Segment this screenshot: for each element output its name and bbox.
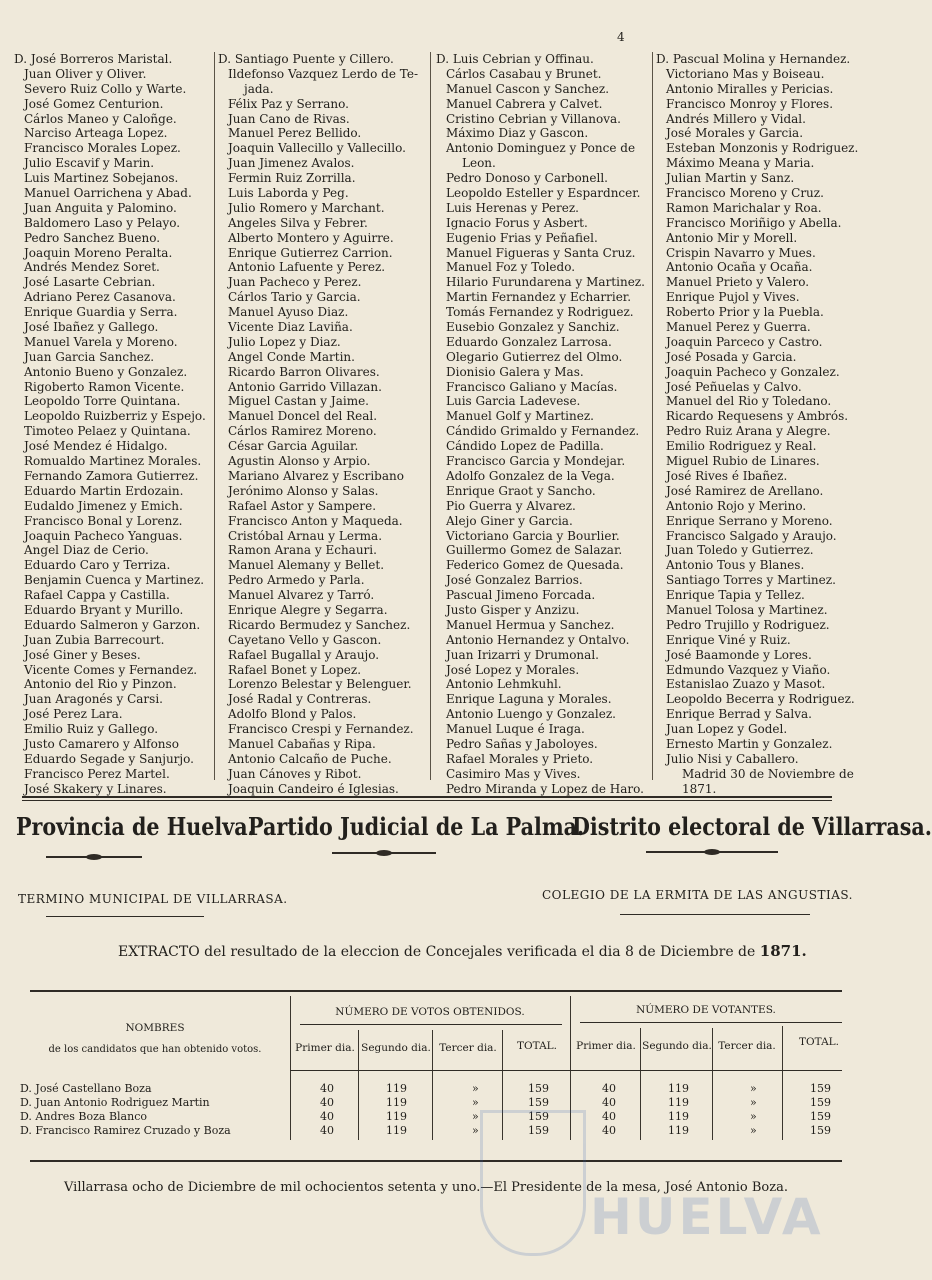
value-cell-v2: 119 [386, 1096, 407, 1109]
candidate-name: Adolfo Gonzalez de la Vega. [446, 468, 615, 483]
candidate-name: Andrés Mendez Soret. [24, 260, 160, 275]
candidate-name: Juan Garcia Sanchez. [24, 349, 155, 364]
candidate-name: Martin Fernandez y Echarrier. [446, 290, 632, 305]
candidate-name: Juan Cano de Rivas. [228, 111, 350, 126]
candidate-name: José Lasarte Cebrian. [24, 275, 156, 290]
candidate-name: Emilio Ruiz y Gallego. [24, 722, 159, 737]
extract-title [118, 942, 807, 960]
candidate-name: Madrid 30 de Noviembre de [682, 766, 854, 781]
candidate-name: Juan Anguita y Palomino. [24, 200, 177, 215]
candidate-name: Juan Pacheco y Perez. [228, 275, 362, 290]
candidate-name: Luis Laborda y Peg. [228, 186, 349, 201]
candidate-name: Leopoldo Torre Quintana. [24, 394, 181, 409]
coat-of-arms-icon [480, 1110, 586, 1256]
candidate-name: Manuel Prieto y Valero. [666, 275, 810, 290]
candidate-name: Manuel Tolosa y Martinez. [666, 602, 828, 617]
column-divider [652, 52, 653, 780]
candidate-name: Leopoldo Esteller y Espardncer. [446, 186, 641, 201]
candidate-name: Vicente Diaz Laviña. [228, 320, 353, 335]
candidate-name: Francisco Bonal y Lorenz. [24, 513, 183, 528]
header-total: TOTAL. [517, 1040, 557, 1052]
candidate-name: Manuel Figueras y Santa Cruz. [446, 245, 636, 260]
ornament-rule [646, 851, 778, 853]
candidate-name: Benjamin Cuenca y Martinez. [24, 573, 205, 588]
candidate-name: Adriano Perez Casanova. [24, 290, 176, 305]
value-cell-vt: 159 [528, 1110, 549, 1123]
candidate-name: Leon. [462, 156, 496, 171]
candidate-name: José Morales y Garcia. [666, 126, 804, 141]
candidate-name: Manuel Ayuso Diaz. [228, 305, 349, 320]
candidate-name: Francisco Garcia y Mondejar. [446, 454, 626, 469]
column-divider [214, 52, 215, 780]
extract-year: 1871. [759, 942, 807, 960]
candidate-name: Antonio Garrido Villazan. [228, 379, 382, 394]
candidate-name: Juan Irizarri y Drumonal. [446, 647, 599, 662]
candidate-cell: D. Andres Boza Blanco [20, 1110, 147, 1123]
candidate-name: Manuel Cascon y Sanchez. [446, 81, 610, 96]
candidate-name: Leopoldo Becerra y Rodriguez. [666, 692, 855, 707]
candidate-name: Antonio Luengo y Gonzalez. [446, 707, 616, 722]
value-cell-p3: » [750, 1096, 757, 1109]
candidate-name: Alejo Giner y Garcia. [446, 513, 573, 528]
candidate-name: Antonio Lafuente y Perez. [228, 260, 386, 275]
value-cell-pt: 159 [810, 1124, 831, 1137]
candidate-name: Guillermo Gomez de Salazar. [446, 543, 623, 558]
candidate-name: Angeles Silva y Febrer. [228, 215, 368, 230]
header-tercer-dia: Tercer dia. [718, 1040, 776, 1052]
value-cell-pt: 159 [810, 1110, 831, 1123]
candidate-name: Severo Ruiz Collo y Warte. [24, 81, 187, 96]
candidate-name: Olegario Gutierrez del Olmo. [446, 349, 623, 364]
candidate-name: Eusebio Gonzalez y Sanchiz. [446, 320, 620, 335]
candidate-name: Manuel Alvarez y Tarró. [228, 588, 375, 603]
value-cell-v2: 119 [386, 1110, 407, 1123]
candidate-name: Ildefonso Vazquez Lerdo de Te- [228, 66, 418, 81]
candidate-name: Roberto Prior y la Puebla. [666, 305, 824, 320]
candidate-name: Angel Diaz de Cerio. [24, 543, 149, 558]
underline [46, 916, 204, 917]
value-cell-p2: 119 [668, 1110, 689, 1123]
candidate-name: Francisco Perez Martel. [24, 766, 170, 781]
candidate-name: Joaquin Candeiro é Iglesias. [228, 781, 399, 796]
candidate-name: Rigoberto Ramon Vicente. [24, 379, 185, 394]
candidate-cell: D. Francisco Ramirez Cruzado y Boza [20, 1124, 231, 1137]
candidate-name: Enrique Guardia y Serra. [24, 305, 178, 320]
candidate-cell: D. Juan Antonio Rodriguez Martin [20, 1096, 210, 1109]
candidate-name: Leopoldo Ruizberriz y Espejo. [24, 409, 206, 424]
names-column-2 [218, 52, 424, 797]
candidate-name: Cándido Grimaldo y Fernandez. [446, 424, 640, 439]
candidate-name: Ricardo Barron Olivares. [228, 364, 380, 379]
header-segundo-dia: Segundo dia. [361, 1042, 431, 1054]
value-cell-p1: 40 [602, 1110, 616, 1123]
electoral-heading: Distrito electoral de Villarrasa. [572, 812, 932, 841]
candidate-name: Francisco Moreno y Cruz. [666, 186, 824, 201]
value-cell-v1: 40 [320, 1096, 334, 1109]
candidate-name: D. José Borreros Maristal. [14, 52, 173, 66]
column-divider [430, 52, 431, 780]
province-heading: Provincia de Huelva. [16, 812, 255, 841]
candidate-name: Cárlos Tario y Garcia. [228, 290, 361, 305]
underline [620, 914, 810, 915]
group-rule [300, 1024, 562, 1025]
header-segundo-dia: Segundo dia. [642, 1040, 712, 1052]
value-cell-v1: 40 [320, 1082, 334, 1095]
candidate-name: Luis Herenas y Perez. [446, 200, 579, 215]
candidate-name: Manuel Hermua y Sanchez. [446, 617, 615, 632]
ornament-rule [46, 856, 142, 858]
candidate-name: Tomás Fernandez y Rodriguez. [446, 305, 634, 320]
candidate-name: Ernesto Martin y Gonzalez. [666, 736, 833, 751]
header-bottom-rule [290, 1070, 842, 1071]
candidate-name: Federico Gomez de Quesada. [446, 558, 624, 573]
candidate-name: Justo Gisper y Anzizu. [446, 602, 580, 617]
names-column-1 [14, 52, 210, 797]
candidate-name: Antonio Bueno y Gonzalez. [24, 364, 188, 379]
candidate-name: Félix Paz y Serrano. [228, 96, 349, 111]
candidate-name: Pedro Armedo y Parla. [228, 573, 365, 588]
candidate-name: Antonio Ocaña y Ocaña. [666, 260, 813, 275]
candidate-name: Pio Guerra y Alvarez. [446, 498, 576, 513]
candidate-name: Francisco Galiano y Macías. [446, 379, 618, 394]
candidate-name: Pedro Sañas y Jaboloyes. [446, 736, 598, 751]
value-cell-p3: » [750, 1082, 757, 1095]
candidate-name: Rafael Bugallal y Araujo. [228, 647, 380, 662]
candidate-name: Eduardo Segade y Sanjurjo. [24, 751, 194, 766]
candidate-name: 1871. [682, 781, 717, 796]
candidate-name: Juan Lopez y Godel. [666, 722, 788, 737]
candidate-name: Juan Toledo y Gutierrez. [666, 543, 814, 558]
candidate-name: Edmundo Vazquez y Viaño. [666, 662, 831, 677]
candidate-name: Julio Lopez y Diaz. [228, 334, 341, 349]
candidate-name: Luis Martinez Sobejanos. [24, 171, 179, 186]
candidate-name: Eduardo Martin Erdozain. [24, 483, 184, 498]
candidate-name: Julio Romero y Marchant. [228, 200, 385, 215]
candidate-name: Cristóbal Arnau y Lerma. [228, 528, 383, 543]
candidate-name: Joaquin Pacheco Yanguas. [24, 528, 183, 543]
value-cell-v3: » [472, 1124, 479, 1137]
candidate-name: Agustin Alonso y Arpio. [228, 454, 371, 469]
candidate-name: Eugenio Frias y Peñafiel. [446, 230, 598, 245]
candidate-name: Cárlos Casabau y Brunet. [446, 66, 602, 81]
candidate-name: José Perez Lara. [24, 707, 123, 722]
candidate-name: Rafael Bonet y Lopez. [228, 662, 362, 677]
value-cell-v2: 119 [386, 1082, 407, 1095]
candidate-name: Romualdo Martinez Morales. [24, 454, 202, 469]
value-cell-v3: » [472, 1082, 479, 1095]
candidate-name: Victoriano Garcia y Bourlier. [446, 528, 620, 543]
candidate-name: Dionisio Galera y Mas. [446, 364, 584, 379]
candidate-name: Francisco Morales Lopez. [24, 141, 181, 156]
voters-group-header: NÚMERO DE VOTANTES. [636, 1004, 776, 1016]
candidate-name: Eduardo Bryant y Murillo. [24, 602, 184, 617]
candidate-name: Hilario Furundarena y Martinez. [446, 275, 645, 290]
candidate-name: Juan Aragonés y Carsi. [24, 692, 163, 707]
value-cell-p2: 119 [668, 1096, 689, 1109]
candidate-name: César Garcia Aguilar. [228, 439, 359, 454]
candidate-name: Manuel Varela y Moreno. [24, 334, 178, 349]
candidate-name: Joaquin Vallecillo y Vallecillo. [228, 141, 406, 156]
candidate-name: Francisco Crespi y Fernandez. [228, 722, 414, 737]
candidate-name: Máximo Meana y Maria. [666, 156, 815, 171]
candidate-name: Pedro Sanchez Bueno. [24, 230, 161, 245]
value-cell-v3: » [472, 1096, 479, 1109]
names-column-4 [656, 52, 876, 797]
candidate-name: Cristino Cebrian y Villanova. [446, 111, 621, 126]
candidate-name: Manuel del Rio y Toledano. [666, 394, 832, 409]
candidate-name: José Skakery y Linares. [24, 781, 167, 796]
candidate-name: Manuel Perez y Guerra. [666, 320, 811, 335]
candidate-name: Manuel Doncel del Real. [228, 409, 378, 424]
header-primer-dia: Primer dia. [295, 1042, 355, 1054]
candidate-name: Pedro Miranda y Lopez de Haro. [446, 781, 644, 796]
candidate-name: José Gomez Centurion. [24, 96, 164, 111]
candidate-name: Julio Nisi y Caballero. [666, 751, 799, 766]
candidate-name: Ramon Marichalar y Roa. [666, 200, 822, 215]
candidate-name: Máximo Diaz y Gascon. [446, 126, 589, 141]
value-cell-v3: » [472, 1110, 479, 1123]
candidate-name: Cárlos Maneo y Caloñge. [24, 111, 177, 126]
votes-group-header: NÚMERO DE VOTOS OBTENIDOS. [335, 1006, 525, 1018]
candidate-name: Manuel Cabrera y Calvet. [446, 96, 603, 111]
value-cell-vt: 159 [528, 1082, 549, 1095]
candidate-name: Joaquin Parceco y Castro. [666, 334, 823, 349]
candidate-name: Andrés Millero y Vidal. [666, 111, 806, 126]
candidate-name: Antonio del Rio y Pinzon. [24, 677, 177, 692]
candidate-name: Enrique Alegre y Segarra. [228, 602, 388, 617]
candidate-name: Juan Cánoves y Ribot. [228, 766, 362, 781]
candidate-name: Lorenzo Belestar y Belenguer. [228, 677, 412, 692]
value-cell-p1: 40 [602, 1082, 616, 1095]
candidate-name: Vicente Comes y Fernandez. [24, 662, 198, 677]
candidate-name: Rafael Astor y Sampere. [228, 498, 377, 513]
value-cell-p3: » [750, 1124, 757, 1137]
candidate-name: Enrique Gutierrez Carrion. [228, 245, 393, 260]
value-cell-p3: » [750, 1110, 757, 1123]
candidate-name: Francisco Monroy y Flores. [666, 96, 834, 111]
candidate-name: Julio Escavif y Marin. [24, 156, 155, 171]
candidate-name: Pascual Jimeno Forcada. [446, 588, 596, 603]
names-subheader: de los candidatos que han obtenido votos. [48, 1044, 262, 1055]
candidate-name: José Ibañez y Gallego. [24, 320, 159, 335]
candidate-name: Rafael Morales y Prieto. [446, 751, 594, 766]
group-rule [580, 1022, 842, 1023]
candidate-name: Luis Garcia Ladevese. [446, 394, 581, 409]
value-cell-pt: 159 [810, 1096, 831, 1109]
college-title: COLEGIO DE LA ERMITA DE LAS ANGUSTIAS. [542, 888, 853, 902]
candidate-name: Eduardo Gonzalez Larrosa. [446, 334, 612, 349]
candidate-name: Ramon Arana y Echauri. [228, 543, 377, 558]
signature-line: Villarrasa ocho de Diciembre de mil ochocientos setenta y uno.—El Presidente de la mesa, José Antonio Boza. [64, 1180, 788, 1195]
candidate-name: Manuel Foz y Toledo. [446, 260, 576, 275]
candidate-name: Mariano Alvarez y Escribano [228, 468, 404, 483]
candidate-name: Victoriano Mas y Boiseau. [666, 66, 825, 81]
candidate-name: Pedro Donoso y Carbonell. [446, 171, 608, 186]
candidate-name: Casimiro Mas y Vives. [446, 766, 581, 781]
names-header: NOMBRES [125, 1022, 185, 1034]
candidate-name: Antonio Rojo y Merino. [666, 498, 807, 513]
candidate-name: Francisco Moriñigo y Abella. [666, 215, 842, 230]
candidate-cell: D. José Castellano Boza [20, 1082, 152, 1095]
candidate-name: Enrique Tapia y Tellez. [666, 588, 805, 603]
candidate-name: Baldomero Laso y Pelayo. [24, 215, 181, 230]
candidate-name: Antonio Hernandez y Ontalvo. [446, 632, 630, 647]
header-total: TOTAL. [799, 1036, 839, 1048]
candidate-name: Angel Conde Martin. [228, 349, 355, 364]
candidate-name: Rafael Cappa y Castilla. [24, 588, 170, 603]
value-cell-v2: 119 [386, 1124, 407, 1137]
candidate-name: José Peñuelas y Calvo. [666, 379, 802, 394]
candidate-name: Francisco Anton y Maqueda. [228, 513, 403, 528]
header-primer-dia: Primer dia. [576, 1040, 636, 1052]
candidate-name: Cayetano Vello y Gascon. [228, 632, 382, 647]
candidate-name: José Rives é Ibañez. [666, 468, 788, 483]
value-cell-vt: 159 [528, 1096, 549, 1109]
candidate-name: D. Luis Cebrian y Offinau. [436, 52, 594, 66]
candidate-name: Jerónimo Alonso y Salas. [228, 483, 379, 498]
candidate-name: D. Santiago Puente y Cillero. [218, 52, 394, 66]
candidate-name: Antonio Tous y Blanes. [666, 558, 805, 573]
candidate-name: Miguel Rubio de Linares. [666, 454, 820, 469]
candidate-name: Eduardo Salmeron y Garzon. [24, 617, 201, 632]
candidate-name: Manuel Cabañas y Ripa. [228, 736, 376, 751]
extract-text: EXTRACTO del resultado de la eleccion de Concejales verificada el dia 8 de Diciembre de [118, 944, 756, 960]
district-heading: Partido Judicial de La Palma. [248, 812, 585, 841]
candidate-name: Ricardo Bermudez y Sanchez. [228, 617, 411, 632]
candidate-name: Julian Martin y Sanz. [666, 171, 795, 186]
candidate-name: José Mendez é Hidalgo. [24, 439, 168, 454]
municipal-term: TERMINO MUNICIPAL DE VILLARRASA. [18, 892, 288, 906]
candidate-name: José Posada y Garcia. [666, 349, 797, 364]
candidate-name: Manuel Alemany y Bellet. [228, 558, 385, 573]
candidate-name: Pedro Trujillo y Rodriguez. [666, 617, 830, 632]
value-cell-v1: 40 [320, 1110, 334, 1123]
candidate-name: Juan Zubia Barrecourt. [24, 632, 165, 647]
candidate-name: José Giner y Beses. [24, 647, 141, 662]
candidate-name: José Baamonde y Lores. [666, 647, 812, 662]
candidate-name: Alberto Montero y Aguirre. [228, 230, 394, 245]
candidate-name: Antonio Dominguez y Ponce de [446, 141, 636, 156]
candidate-name: Cándido Lopez de Padilla. [446, 439, 604, 454]
candidate-name: Manuel Oarrichena y Abad. [24, 186, 192, 201]
value-cell-p1: 40 [602, 1124, 616, 1137]
header-tercer-dia: Tercer dia. [439, 1042, 497, 1054]
value-cell-p2: 119 [668, 1124, 689, 1137]
candidate-name: jada. [244, 81, 274, 96]
section-rule [22, 796, 832, 798]
candidate-name: José Ramirez de Arellano. [666, 483, 824, 498]
candidate-name: Enrique Serrano y Moreno. [666, 513, 833, 528]
candidate-name: Esteban Monzonis y Rodriguez. [666, 141, 859, 156]
candidate-name: Eduardo Caro y Terriza. [24, 558, 171, 573]
candidate-name: José Radal y Contreras. [228, 692, 372, 707]
candidate-name: José Lopez y Morales. [446, 662, 580, 677]
candidate-name: Manuel Luque é Iraga. [446, 722, 585, 737]
candidate-name: D. Pascual Molina y Hernandez. [656, 52, 851, 66]
candidate-name: Juan Oliver y Oliver. [24, 66, 147, 81]
candidate-name: Enrique Laguna y Morales. [446, 692, 612, 707]
candidate-name: Joaquin Pacheco y Gonzalez. [666, 364, 840, 379]
candidate-name: Manuel Golf y Martinez. [446, 409, 594, 424]
candidate-name: Santiago Torres y Martinez. [666, 573, 836, 588]
candidate-name: Antonio Mir y Morell. [666, 230, 798, 245]
candidate-name: Enrique Viné y Ruiz. [666, 632, 791, 647]
value-cell-p1: 40 [602, 1096, 616, 1109]
candidate-name: Antonio Miralles y Pericias. [666, 81, 834, 96]
candidate-name: Pedro Ruiz Arana y Alegre. [666, 424, 831, 439]
ornament-rule [332, 852, 436, 854]
candidate-name: Cárlos Ramirez Moreno. [228, 424, 377, 439]
candidate-name: Emilio Rodriguez y Real. [666, 439, 817, 454]
candidate-name: Enrique Graot y Sancho. [446, 483, 596, 498]
candidate-name: Ricardo Requesens y Ambrós. [666, 409, 849, 424]
value-cell-p2: 119 [668, 1082, 689, 1095]
candidate-name: Manuel Perez Bellido. [228, 126, 362, 141]
candidate-name: Francisco Salgado y Araujo. [666, 528, 837, 543]
page-number: 4 [617, 30, 625, 44]
candidate-name: Adolfo Blond y Palos. [228, 707, 357, 722]
candidate-name: Fernando Zamora Gutierrez. [24, 468, 199, 483]
candidate-name: Estanislao Zuazo y Masot. [666, 677, 826, 692]
candidate-name: Juan Jimenez Avalos. [228, 156, 355, 171]
candidate-name: Timoteo Pelaez y Quintana. [24, 424, 191, 439]
candidate-name: Enrique Berrad y Salva. [666, 707, 812, 722]
candidate-name: Justo Camarero y Alfonso [24, 736, 179, 751]
candidate-name: Antonio Calcaño de Puche. [228, 751, 392, 766]
candidate-name: Enrique Pujol y Vives. [666, 290, 800, 305]
candidate-name: Miguel Castan y Jaime. [228, 394, 369, 409]
candidate-name: Joaquin Moreno Peralta. [24, 245, 173, 260]
candidate-name: Narciso Arteaga Lopez. [24, 126, 168, 141]
value-cell-pt: 159 [810, 1082, 831, 1095]
candidate-name: Fermin Ruiz Zorrilla. [228, 171, 356, 186]
names-column-3 [436, 52, 648, 797]
value-cell-vt: 159 [528, 1124, 549, 1137]
watermark-text: HUELVA [590, 1188, 824, 1246]
section-rule [22, 800, 832, 801]
candidate-name: Ignacio Forus y Asbert. [446, 215, 588, 230]
table-top-rule [30, 990, 842, 992]
value-cell-v1: 40 [320, 1124, 334, 1137]
candidate-name: Antonio Lehmkuhl. [446, 677, 562, 692]
candidate-name: Eudaldo Jimenez y Emich. [24, 498, 183, 513]
candidate-name: Crispin Navarro y Mues. [666, 245, 816, 260]
candidate-name: José Gonzalez Barrios. [446, 573, 583, 588]
